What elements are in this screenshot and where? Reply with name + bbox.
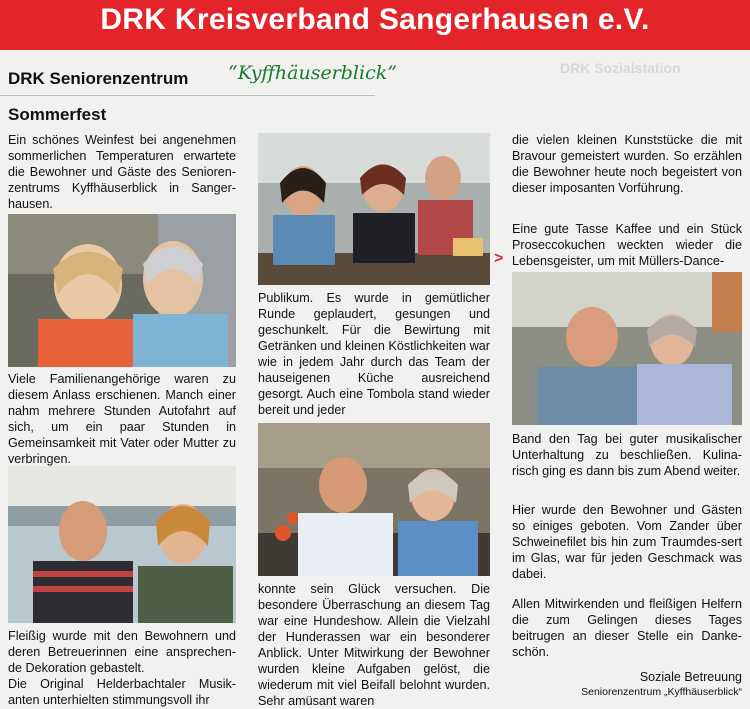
facility-label: DRK Seniorenzentrum (8, 69, 189, 88)
paragraph-dogshow: konnte sein Glück versuchen. Die besondere Überraschung an diesem Tag war eine Hundeshow. Allein die Vielzahl der Hunderassen war ein besonderer Anblick. Unter Mitwirkung der Bewohner wurden kleine Aufgaben gelöst, die wiederum mit viel Beifall belohnt wurden. Sehr amüsant waren (258, 582, 490, 708)
paragraph-decoration: Fleißig wurde mit den Bewohnern und deren Betreuerinnen eine ansprechen-de Dekoration gebastelt. Die Original Helderbachtaler Musik-anten unterhielten stimmungsvoll ihr (8, 629, 236, 707)
paragraph-thanks: Allen Mitwirkenden und fleißigen Helfern die zum Gelingen dieses Tages beitrugen an dieser Stelle ein Danke-schön. (512, 597, 742, 659)
paragraph-audience: Publikum. Es wurde in gemütlicher Runde geplaudert, gesungen und geschunkelt. Für die Bewirtung mit Getränken und kleinen Köstlichkeiten war wie in jedem Jahr durch das Team der hauseigenen Küche ausreichend gesorgt. Auch eine Tombola stand wieder bereit und jeder (258, 291, 490, 417)
signature-facility: Seniorenzentrum „Kyffhäuserblick“ (581, 686, 742, 698)
photo-three-people (258, 133, 490, 285)
bleed-through-heading: DRK Sozialstation (560, 60, 681, 76)
paragraph-family: Viele Familienangehörige waren zu diesem Anlass erschienen. Manch einer nahm mehrere Stunden Autofahrt auf sich, um ein paar Stunden in Gemeinsamkeit mit Vater oder Mutter zu verbringen. (8, 372, 236, 466)
paragraph-tricks: die vielen kleinen Kunststücke die mit Bravour gemeistert wurden. So erzählen die Bewohner heute noch begeistert von dieser imposanten Vorführung. (512, 133, 742, 195)
paragraph-band: Band den Tag bei guter musikalischer Unterhaltung zu beschließen. Kulina-risch ging es dann bis zum Abend weiter. (512, 432, 742, 478)
paragraph-coffee: Eine gute Tasse Kaffee und ein Stück Proseccokuchen weckten wieder die Lebensgeister, um mit Müllers-Dance- (512, 222, 742, 268)
header-banner (0, 0, 750, 50)
banner-title: DRK Kreisverband Sangerhausen e.V. (100, 3, 650, 36)
divider (0, 95, 375, 96)
article-title: Sommerfest (8, 105, 107, 124)
signature-department: Soziale Betreuung (639, 670, 742, 684)
facility-name: “Kyffhäuserblick” (228, 62, 397, 84)
photo-couple (8, 466, 236, 623)
paragraph-intro: Ein schönes Weinfest bei angenehmen sommerlichen Temperaturen erwartete die Bewohner und Gäste des Senioren-zentrums Kyffhäuserblick in Sanger-hausen. (8, 133, 236, 211)
arrow-marker-icon: > (494, 250, 504, 267)
photo-senior-couple (512, 272, 742, 425)
photo-elderly-pair (258, 423, 490, 576)
paragraph-menu: Hier wurde den Bewohner und Gästen so einiges geboten. Vom Zander über Schweinefilet bis hin zum Traumdes-sert im Glas, war für jeden Geschmack was dabei. (512, 503, 742, 581)
photo-two-women (8, 214, 236, 367)
